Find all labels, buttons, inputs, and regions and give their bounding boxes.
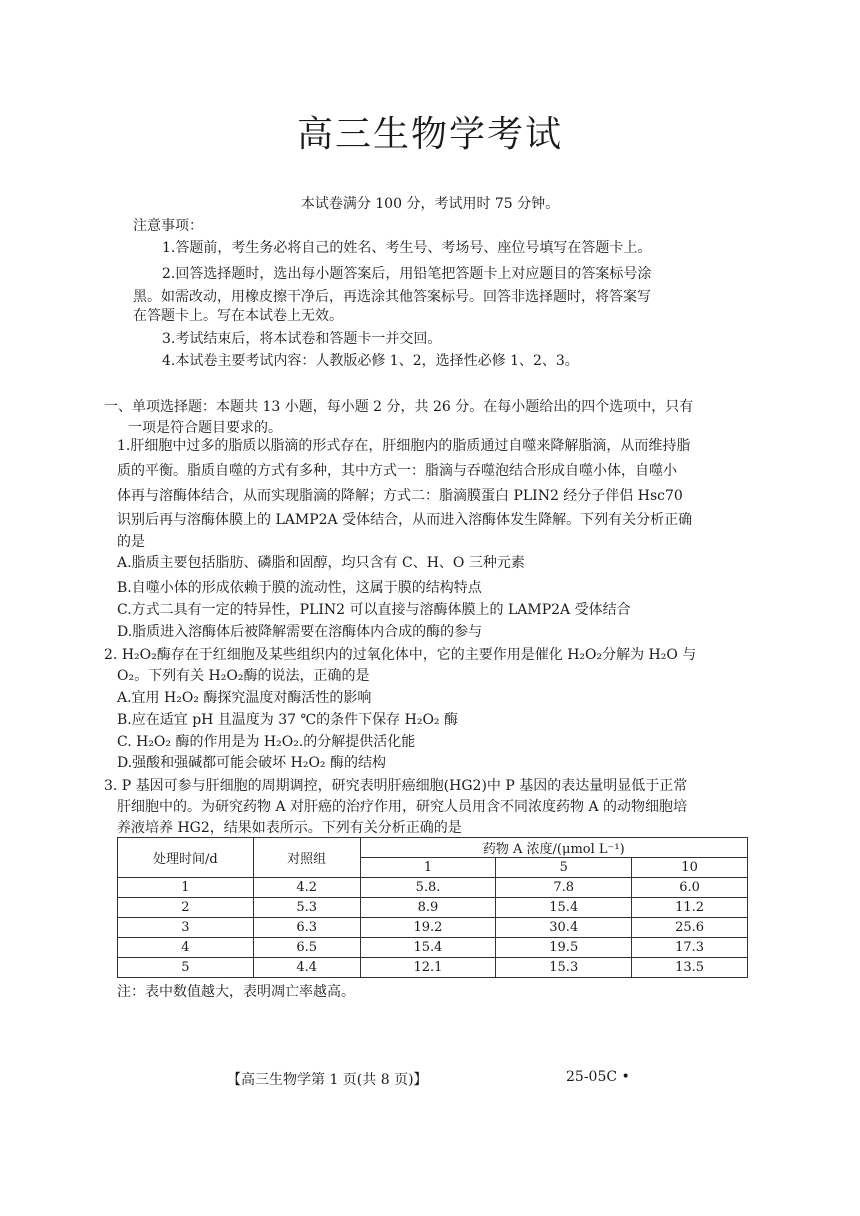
table-cell: 30.4 <box>496 918 632 938</box>
q3-stem-line: 3. P 基因可参与肝细胞的周期调控，研究表明肝癌细胞(HG2)中 P 基因的表达量明显低于正常 <box>104 778 688 794</box>
table-cell: 5.8. <box>360 878 496 898</box>
table-note: 注：表中数值越大，表明凋亡率越高。 <box>117 984 355 1000</box>
footer-page-info: 【高三生物学第 1 页(共 8 页)】 <box>227 1072 428 1088</box>
table-cell: 11.2 <box>632 898 748 918</box>
q2-stem-text: 。下列有关 H₂O₂酶的说法，正确的是 <box>134 668 370 684</box>
notice-item-4: 4.本试卷主要考试内容：人教版必修 1、2，选择性必修 1、2、3。 <box>162 353 579 369</box>
table-cell: 5 <box>118 958 254 978</box>
header-conc: 5 <box>496 858 632 878</box>
table-cell: 19.2 <box>360 918 496 938</box>
table-cell: 1 <box>118 878 254 898</box>
q1-option-c: C.方式二具有一定的特异性，PLIN2 可以直接与溶酶体膜上的 LAMP2A 受体结合 <box>117 602 631 618</box>
table-cell: 7.8 <box>496 878 632 898</box>
header-drug-concentration: 药物 A 浓度/(μmol L⁻¹) <box>360 838 747 858</box>
q2-option-a: A.宜用 H₂O₂ 酶探究温度对酶活性的影响 <box>117 690 372 706</box>
table-cell: 6.3 <box>253 918 360 938</box>
table-header-row <box>118 838 748 858</box>
table-cell: 17.3 <box>632 938 748 958</box>
table-cell: 8.9 <box>360 898 496 918</box>
table-cell: 15.4 <box>496 898 632 918</box>
q2-option-c: C. H₂O₂ 酶的作用是为 H₂O₂.的分解提供活化能 <box>117 734 416 750</box>
table-cell: 13.5 <box>632 958 748 978</box>
q1-option-d: D.脂质进入溶酶体后被降解需要在溶酶体内合成的酶的参与 <box>117 624 483 640</box>
q1-stem-line: 识别后再与溶酶体膜上的 LAMP2A 受体结合，从而进入溶酶体发生降解。下列有关分析正确 <box>117 512 693 528</box>
table-row <box>118 918 748 938</box>
table-cell: 3 <box>118 918 254 938</box>
notice-item-1: 1.答题前，考生务必将自己的姓名、考生号、考场号、座位号填写在答题卡上。 <box>162 240 652 256</box>
q2-stem-text: 酶存在于红细胞及某些组织内的过氧化体中，它的主要作用是催化 <box>156 647 563 663</box>
section-heading-cont: 一项是符合题目要求的。 <box>128 420 282 436</box>
table-row <box>118 878 748 898</box>
table-cell: 15.3 <box>496 958 632 978</box>
header-time: 处理时间/d <box>118 838 254 878</box>
table-cell: 4 <box>118 938 254 958</box>
notice-item-2-cont: 黑。如需改动，用橡皮擦干净后，再选涂其他答案标号。回答非选择题时，将答案写 <box>133 289 651 305</box>
table-row <box>118 938 748 958</box>
table-row <box>118 898 748 918</box>
table-cell: 4.4 <box>253 958 360 978</box>
table-cell: 6.0 <box>632 878 748 898</box>
q3-stem-line: 肝细胞中的。为研究药物 A 对肝癌的治疗作用，研究人员用含不同浓度药物 A 的动物细胞培 <box>117 799 688 815</box>
q1-stem-line: 质的平衡。脂质自噬的方式有多种，其中方式一：脂滴与吞噬泡结合形成自噬小体，自噬小 <box>117 463 677 479</box>
q1-stem-line: 体再与溶酶体结合，从而实现脂滴的降解；方式二：脂滴膜蛋白 PLIN2 经分子伴侣 Hsc70 <box>117 488 683 504</box>
table-cell: 12.1 <box>360 958 496 978</box>
q2-stem-text: 分解为 H₂O 与 <box>602 647 697 663</box>
table-cell: 25.6 <box>632 918 748 938</box>
q1-option-a: A.脂质主要包括脂肪、磷脂和固醇，均只含有 C、H、O 三种元素 <box>117 555 525 571</box>
notice-item-2-cont2: 在答题卡上。写在本试卷上无效。 <box>133 308 343 324</box>
notice-item-3: 3.考试结束后，将本试卷和答题卡一并交回。 <box>162 331 442 347</box>
q2-option-d: D.强酸和强碱都可能会破坏 H₂O₂ 酶的结构 <box>117 755 386 771</box>
table-cell: 5.3 <box>253 898 360 918</box>
q2-substrate: H₂O₂ <box>567 647 603 663</box>
page-title: 高三生物学考试 <box>296 114 563 155</box>
q3-stem-line: 养液培养 HG2，结果如表所示。下列有关分析正确的是 <box>117 820 462 836</box>
header-conc: 1 <box>360 858 496 878</box>
table-cell: 15.4 <box>360 938 496 958</box>
notice-item-2: 2.回答选择题时，选出每小题答案后，用铅笔把答题卡上对应题目的答案标号涂 <box>162 266 652 282</box>
table-cell: 2 <box>118 898 254 918</box>
q2-number: 2. <box>104 647 118 663</box>
header-control: 对照组 <box>253 838 360 878</box>
section-heading: 一、单项选择题：本题共 13 小题，每小题 2 分，共 26 分。在每小题给出的四个选项中，只有 <box>104 399 694 415</box>
table-cell: 4.2 <box>253 878 360 898</box>
table-row <box>118 958 748 978</box>
footer-code: 25-05C • <box>566 1069 630 1085</box>
q1-option-b: B.自噬小体的形成依赖于膜的流动性，这属于膜的结构特点 <box>117 580 482 596</box>
header-conc: 10 <box>632 858 748 878</box>
table-cell: 19.5 <box>496 938 632 958</box>
q1-stem-line: 的是 <box>117 534 145 550</box>
results-table <box>117 837 748 978</box>
q2-enzyme-name: H₂O₂ <box>121 647 157 663</box>
q2-option-b: B.应在适宜 pH 且温度为 37 ℃的条件下保存 H₂O₂ 酶 <box>117 712 458 728</box>
intro-text: 本试卷满分 100 分，考试用时 75 分钟。 <box>300 196 560 212</box>
notice-heading: 注意事项： <box>133 218 203 234</box>
q2-stem-line <box>104 645 696 665</box>
table-cell: 6.5 <box>253 938 360 958</box>
q2-stem-line <box>117 666 369 686</box>
q2-product: O₂ <box>117 668 135 684</box>
q1-stem-line: 1.肝细胞中过多的脂质以脂滴的形式存在，肝细胞内的脂质通过自噬来降解脂滴，从而维持脂 <box>117 438 691 454</box>
